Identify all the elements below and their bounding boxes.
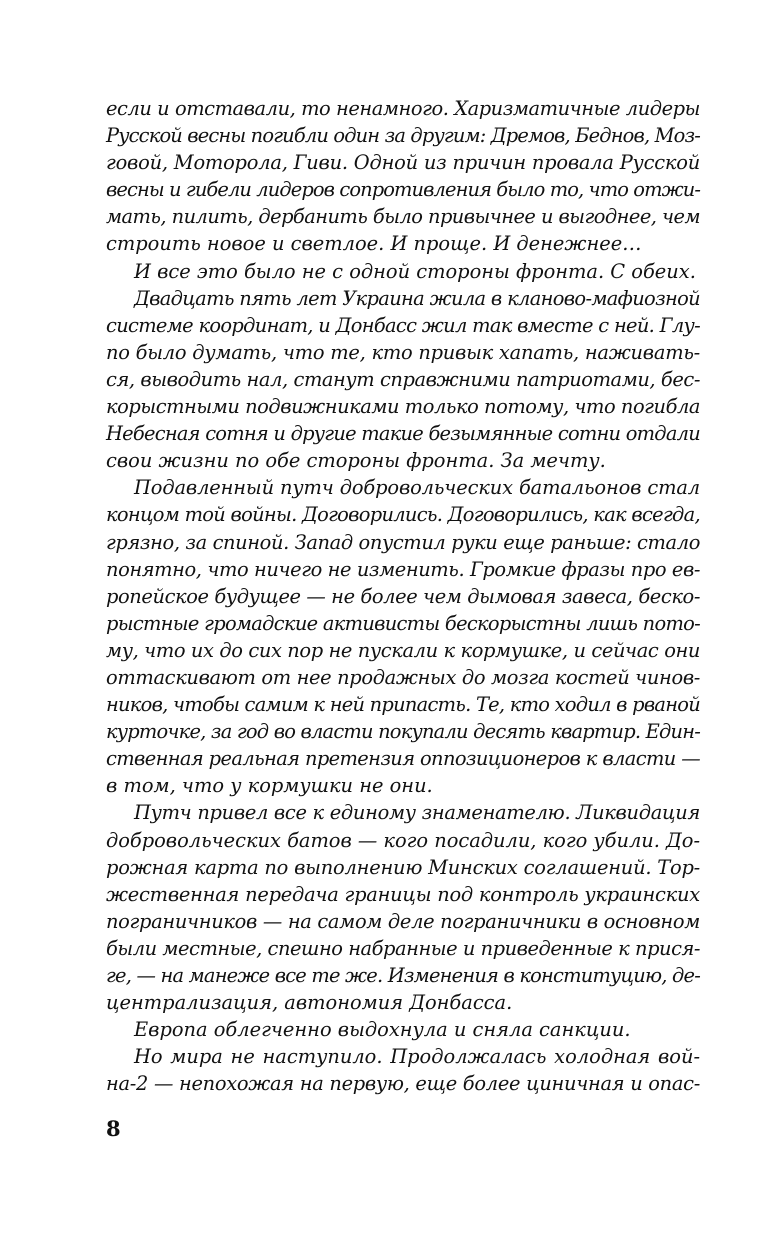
text-line: курточке, за год во власти покупали десять квартир. Един-: [106, 720, 700, 744]
text-line: на-2 — непохожая на первую, еще более циничная и опас-: [106, 1072, 701, 1096]
text-line: грязно, за спиной. Запад опустил руки еще раньше: стало: [106, 530, 700, 554]
body-text: [106, 95, 700, 1097]
text-line: если и отставали, то ненамного. Харизматичные лидеры: [106, 97, 700, 120]
text-line: ников, чтобы самим к ней припасть. Те, кто ходил в рваной: [106, 693, 700, 717]
text-line: корыстными подвижниками только потому, что погибла: [106, 395, 700, 419]
text-line: ге, — на манеже все те же. Изменения в конституцию, де-: [106, 964, 700, 987]
text-line: му, что их до сих пор не пускали к кормушке, и сейчас они: [106, 638, 700, 662]
text-line: Двадцать пять лет Украина жила в кланово-мафиозной: [134, 286, 700, 310]
text-line: в том, что у кормушки не они.: [106, 774, 433, 798]
text-line: Русской весны погибли один за другим: Дремов, Беднов, Моз-: [106, 124, 700, 148]
text-line: весны и гибели лидеров сопротивления было то, что отжи-: [106, 178, 700, 202]
text-line: были местные, спешно набранные и приведенные к прися-: [106, 936, 700, 960]
text-line: Подавленный путч добровольческих батальонов стал: [134, 476, 700, 500]
text-line: добровольческих батов — кого посадили, кого убили. До-: [106, 828, 700, 852]
text-line: ственная реальная претензия оппозиционеров к власти —: [106, 747, 700, 771]
text-line: пограничников — на самом деле пограничники в основном: [106, 909, 700, 933]
text-line: Путч привел все к единому знаменателю. Ликвидация: [134, 801, 700, 825]
text-line: по было думать, что те, кто привык хапать, наживать-: [106, 340, 700, 364]
text-line: концом той войны. Договорились. Договорились, как всегда,: [106, 503, 700, 527]
text-line: свои жизни по обе стороны фронта. За мечту.: [106, 449, 606, 473]
text-line: системе координат, и Донбасс жил так вместе с ней. Глу-: [106, 313, 700, 337]
text-line: строить новое и светлое. И проще. И денежнее…: [106, 232, 642, 256]
text-line: мать, пилить, дербанить было привычнее и выгоднее, чем: [106, 205, 700, 229]
text-line: ропейское будущее — не более чем дымовая завеса, беско-: [106, 584, 700, 608]
text-line: рыстные громадские активисты бескорыстны лишь пото-: [106, 611, 700, 635]
text-line: рожная карта по выполнению Минских соглашений. Тор-: [106, 855, 700, 879]
text-line: И все это было не с одной стороны фронта. С обеих.: [134, 259, 696, 283]
text-line: жественная передача границы под контроль украинских: [106, 882, 700, 906]
text-line: Европа облегченно выдохнула и сняла санкции.: [134, 1018, 631, 1042]
page-number: 8: [106, 1116, 121, 1141]
text-line: понятно, что ничего не изменить. Громкие фразы про ев-: [106, 557, 700, 581]
text-line: говой, Моторола, Гиви. Одной из причин провала Русской: [106, 151, 700, 175]
text-line: централизация, автономия Донбасса.: [106, 991, 513, 1015]
text-line: Небесная сотня и другие такие безымянные сотни отдали: [106, 422, 700, 446]
text-line: ся, выводить нал, станут справжними патриотами, бес-: [106, 367, 700, 391]
text-line: оттаскивают от нее продажных до мозга костей чинов-: [106, 665, 700, 689]
text-line: Но мира не наступило. Продолжалась холодная вой-: [134, 1045, 700, 1069]
